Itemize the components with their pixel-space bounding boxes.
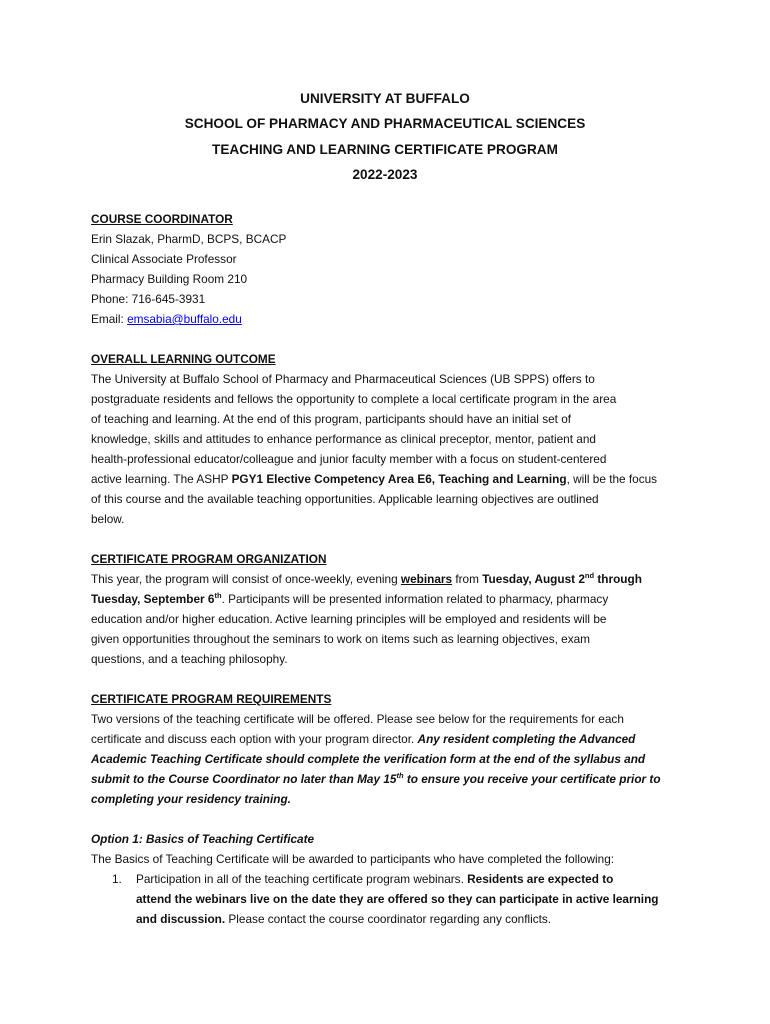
outcome-line: The University at Buffalo School of Pharmacy and Pharmaceutical Sciences (UB SPPS) offers to (91, 372, 595, 386)
document-body (91, 209, 691, 929)
requirements-emphasis: submit to the Course Coordinator no later than May 15 (91, 772, 397, 786)
coordinator-email-line (91, 309, 691, 329)
coordinator-room: Pharmacy Building Room 210 (91, 272, 248, 286)
coordinator-phone: Phone: 716-645-3931 (91, 292, 206, 306)
outcome-line: knowledge, skills and attitudes to enhance performance as clinical preceptor, mentor, patient and (91, 432, 596, 446)
coordinator-heading: COURSE COORDINATOR (91, 212, 233, 226)
outcome-line (91, 469, 691, 489)
requirements-line: completing your residency training. (91, 792, 291, 806)
requirements-heading: CERTIFICATE PROGRAM REQUIREMENTS (91, 692, 332, 706)
header-school: SCHOOL OF PHARMACY AND PHARMACEUTICAL SCIENCES (184, 116, 586, 132)
organization-line: education and/or higher education. Active learning principles will be employed and residents will be (91, 612, 607, 626)
outcome-line: health-professional educator/colleague and junior faculty member with a focus on student-centered (91, 452, 607, 466)
list-item-line (136, 909, 691, 929)
header-year: 2022-2023 (352, 167, 418, 183)
through-text: through (594, 572, 642, 586)
start-date-suffix: nd (584, 571, 595, 581)
outcome-text: , will be the focus (566, 472, 658, 486)
list-item-emphasis: Residents are expected to (467, 872, 614, 886)
document-header (0, 86, 770, 188)
requirements-line: Academic Teaching Certificate should complete the verification form at the end of the syllabus and (91, 752, 646, 766)
requirements-line: Two versions of the teaching certificate will be offered. Please see below for the requirements for each (91, 712, 624, 726)
organization-text: This year, the program will consist of once-weekly, evening (91, 572, 401, 586)
list-item-emphasis: and discussion. (136, 912, 226, 926)
organization-line (91, 569, 691, 589)
coordinator-name: Erin Slazak, PharmD, BCPS, BCACP (91, 232, 287, 246)
requirements-text: certificate and discuss each option with your program director. (91, 732, 418, 746)
webinars-term: webinars (400, 572, 453, 586)
header-program: TEACHING AND LEARNING CERTIFICATE PROGRAM (212, 141, 558, 157)
deadline-suffix: th (396, 771, 404, 781)
email-label: Email: (91, 312, 128, 326)
outcome-line: postgraduate residents and fellows the opportunity to complete a local certificate program in the area (91, 392, 617, 406)
start-date-text: Tuesday, August 2 (482, 572, 585, 586)
organization-heading: CERTIFICATE PROGRAM ORGANIZATION (91, 552, 327, 566)
organization-text: from (452, 572, 483, 586)
end-date-text: Tuesday, September 6 (91, 592, 215, 606)
list-item-text: Please contact the course coordinator regarding any conflicts. (225, 912, 552, 926)
requirements-emphasis: Any resident completing the Advanced (417, 732, 636, 746)
list-item-text: Participation in all of the teaching certificate program webinars. (136, 872, 468, 886)
organization-line: given opportunities throughout the seminars to work on items such as learning objectives, exam (91, 632, 591, 646)
outcome-line: of this course and the available teaching opportunities. Applicable learning objectives are outlined (91, 492, 599, 506)
section-coordinator (91, 209, 691, 329)
competency-area: PGY1 Elective Competency Area E6, Teaching and Learning (231, 472, 567, 486)
outcome-heading: OVERALL LEARNING OUTCOME (91, 352, 276, 366)
section-requirements (91, 689, 691, 809)
list-item-line (136, 869, 691, 889)
option1-heading: Option 1: Basics of Teaching Certificate (91, 832, 315, 846)
section-organization (91, 549, 691, 669)
requirements-emphasis: to ensure you receive your certificate prior to (403, 772, 661, 786)
requirements-line (91, 769, 691, 789)
end-date (91, 592, 222, 606)
end-date-suffix: th (214, 591, 222, 601)
header-university: UNIVERSITY AT BUFFALO (300, 91, 470, 106)
organization-line: questions, and a teaching philosophy. (91, 652, 288, 666)
outcome-text: active learning. The ASHP (91, 472, 232, 486)
list-item-line: attend the webinars live on the date they are offered so they can participate in active learning (136, 892, 659, 906)
outcome-line: below. (91, 512, 125, 526)
option1-intro: The Basics of Teaching Certificate will be awarded to participants who have completed the following: (91, 852, 615, 866)
email-link[interactable]: emsabia@buffalo.edu (127, 312, 242, 326)
requirements-line (91, 729, 691, 749)
section-option1 (91, 829, 691, 929)
organization-text: . Participants will be presented information related to pharmacy, pharmacy (221, 592, 609, 606)
list-number: 1. (112, 872, 122, 886)
list-item (91, 869, 691, 929)
outcome-line: of teaching and learning. At the end of this program, participants should have an initial set of (91, 412, 572, 426)
organization-line (91, 589, 691, 609)
start-date (482, 572, 642, 586)
section-outcome (91, 349, 691, 529)
coordinator-title: Clinical Associate Professor (91, 252, 237, 266)
